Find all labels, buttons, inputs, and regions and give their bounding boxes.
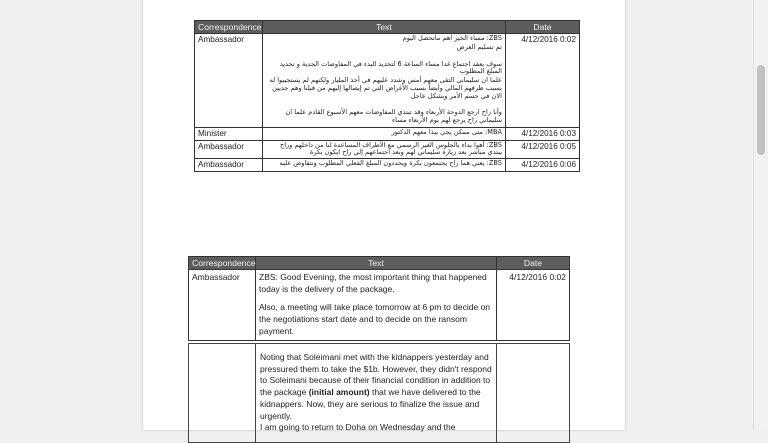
paragraph: Also, a meeting will take place tomorrow at 6 pm to decide on the negotiations start date and to decide on the ransom payment. bbox=[259, 302, 491, 336]
date-cell: 4/12/2016 0:05 bbox=[506, 140, 580, 159]
scrollbar-thumb[interactable] bbox=[757, 65, 765, 155]
vertical-scrollbar[interactable] bbox=[753, 0, 768, 430]
paragraph-start: Noting that Soleimani met with the kidnappers yesterday and pressured them to take the $1b. However, they didn't respond to Soleimani because of their financial condition in addition to the package bbox=[260, 352, 492, 398]
header-correspondence: Correspondence bbox=[195, 21, 263, 34]
bold-emphasis: (initial amount) bbox=[308, 387, 370, 398]
header-correspondence: Correspondence bbox=[189, 257, 256, 270]
correspondent-cell: Ambassador bbox=[189, 270, 256, 341]
date-cell: 4/12/2016 0:06 bbox=[506, 159, 580, 172]
correspondent-cell: Ambassador bbox=[195, 140, 263, 159]
correspondent-cell: Ambassador bbox=[195, 159, 263, 172]
correspondent-cell: Minister bbox=[195, 127, 263, 140]
arabic-correspondence-table bbox=[194, 20, 580, 172]
english-text-cell bbox=[256, 344, 497, 443]
table-row bbox=[195, 140, 580, 159]
header-text: Text bbox=[263, 21, 506, 34]
arabic-line: ZBS: مساء الخير اهم ماتحصل اليوم bbox=[402, 34, 502, 42]
arabic-line: تم تسليم الغرض bbox=[456, 42, 502, 51]
paragraph-end: that we have delivered to the kidnappers. Now, they are serious to finalize the issue and urgently. bbox=[260, 387, 481, 421]
paragraph-cutoff: I am going to return to Doha on Wednesday and the bbox=[260, 422, 456, 433]
arabic-line: سوف يعقد اجتماع غدا مساء الساعة 6 لتحديد البدء في المفاوضات الجدية و تحديد المبلغ المطلوب bbox=[279, 59, 502, 76]
paragraph: ZBS: Good Evening, the most important thing that happened today is the delivery of the package. bbox=[259, 272, 487, 294]
date-cell: 4/12/2016 0:02 bbox=[506, 34, 580, 128]
header-date: Date bbox=[497, 257, 570, 270]
table-row bbox=[195, 127, 580, 140]
table-row bbox=[189, 344, 570, 443]
arabic-line: وأنا راح ارجع الدوحة الأربعاء وقد تبتدي المفاوضات معهم الأسبوع القادم علما ان سليماني راح يرجع لهم يوم الأربعاء مساء bbox=[285, 108, 502, 125]
date-cell: 4/12/2016 0:02 bbox=[497, 270, 570, 341]
arabic-line: علما ان سليماني التقى معهم أمس وشدد عليهم في أخذ المليار ولكنهم لم يستجيبوا له بسبب ظرفهم المالي وأيضاً بسبب الأغراض التي تم إيصالها إليهم من قبلنا وهم جديين الان في حسم الأمر وبشكل عاجل bbox=[269, 76, 502, 100]
english-text-cell bbox=[256, 270, 497, 341]
date-cell: 4/12/2016 0:03 bbox=[506, 127, 580, 140]
correspondent-cell: Ambassador bbox=[195, 34, 263, 128]
table-row bbox=[195, 34, 580, 128]
english-correspondence-table bbox=[188, 256, 570, 341]
arabic-text-cell: MBA: متى ممكن يجي يبدا معهم الدكتور bbox=[263, 127, 506, 140]
header-date: Date bbox=[506, 21, 580, 34]
table-row bbox=[195, 159, 580, 172]
table-row bbox=[189, 270, 570, 341]
arabic-text-cell bbox=[263, 34, 506, 128]
arabic-text-cell: ZBS: يعني هما راح يجتمعون بكرة ويحددون المبلغ الفعلي المطلوب ونتفاوض عليه bbox=[263, 159, 506, 172]
arabic-text-cell: ZBS: أهوا بداء بالجلوس الغير الرسمي مع الأطراف المساعدة لنا من داخلهم وراح يبتدي مباشر بعد زيارة سليماني لهم وبعد اجتماعهم إلي راح ايكون بكرة bbox=[263, 140, 506, 159]
english-continuation-table bbox=[188, 343, 570, 443]
header-text: Text bbox=[256, 257, 497, 270]
